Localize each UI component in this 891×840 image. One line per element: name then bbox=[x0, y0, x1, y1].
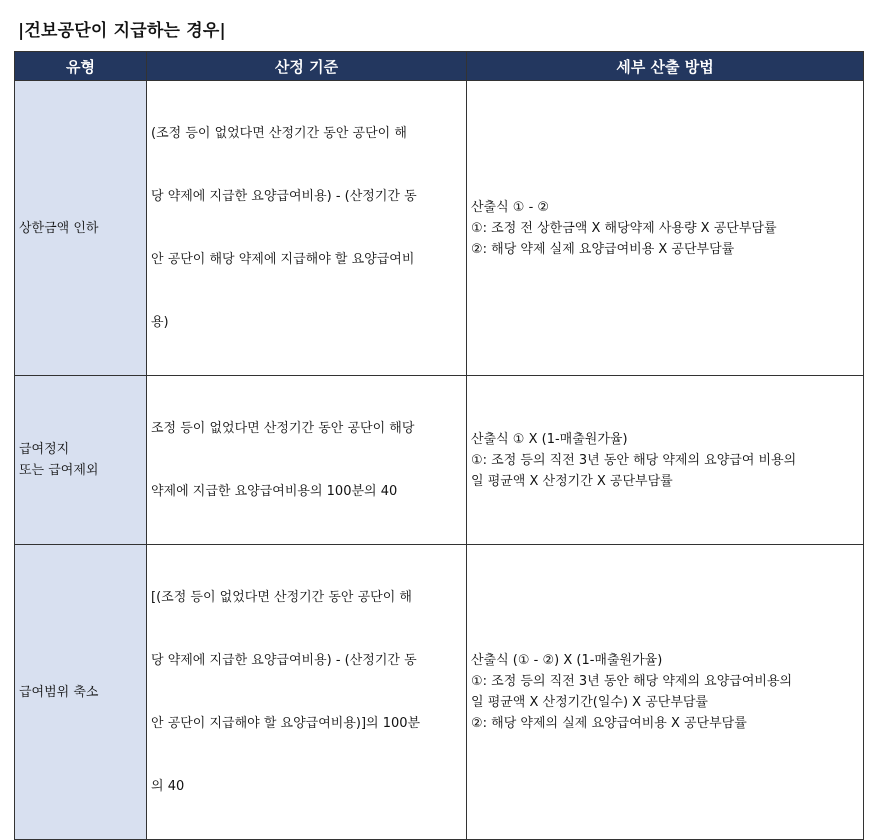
standard-line: 안 공단이 지급해야 할 요양급여비용)]의 100분 bbox=[151, 716, 421, 731]
method-cell bbox=[467, 81, 864, 376]
standard-cell bbox=[147, 81, 467, 376]
page-title: |건보공단이 지급하는 경우| bbox=[18, 21, 226, 41]
column-header-standard: 산정 기준 bbox=[147, 52, 467, 81]
standard-line: (조정 등이 없었다면 산정기간 동안 공단이 해 bbox=[151, 126, 407, 141]
type-cell bbox=[15, 545, 147, 840]
standard-line: 의 40 bbox=[151, 779, 185, 794]
method-line: ②: 해당 약제 실제 요양급여비용 X 공단부담률 bbox=[471, 241, 735, 257]
method-line: 산출식 (① - ②) X (1-매출원가율) bbox=[471, 653, 663, 668]
standard-line: 안 공단이 해당 약제에 지급해야 할 요양급여비 bbox=[151, 252, 415, 267]
standard-line: 용) bbox=[151, 315, 169, 330]
type-line: 급여정지 bbox=[19, 442, 70, 457]
standard-line: 당 약제에 지급한 요양급여비용) - (산정기간 동 bbox=[151, 189, 417, 204]
method-line: ①: 조정 전 상한금액 X 해당약제 사용량 X 공단부담률 bbox=[471, 220, 777, 236]
table-row bbox=[15, 545, 864, 840]
method-line: ①: 조정 등의 직전 3년 동안 해당 약제의 요양급여 비용의 bbox=[471, 452, 797, 468]
method-line: 일 평균액 X 산정기간 X 공단부담률 bbox=[471, 473, 673, 489]
table-row bbox=[15, 376, 864, 545]
method-line: ①: 조정 등의 직전 3년 동안 해당 약제의 요양급여비용의 bbox=[471, 674, 793, 689]
type-line: 또는 급여제외 bbox=[19, 463, 99, 478]
standard-line: 조정 등이 없었다면 산정기간 동안 공단이 해당 bbox=[151, 421, 415, 436]
standard-line: 당 약제에 지급한 요양급여비용) - (산정기간 동 bbox=[151, 653, 417, 668]
standard-cell bbox=[147, 545, 467, 840]
standard-cell bbox=[147, 376, 467, 545]
type-cell bbox=[15, 376, 147, 545]
method-line: 산출식 ① X (1-매출원가율) bbox=[471, 431, 628, 447]
column-header-type: 유형 bbox=[15, 52, 147, 81]
table-header-row bbox=[15, 52, 864, 81]
table-row bbox=[15, 81, 864, 376]
type-line: 상한금액 인하 bbox=[19, 220, 99, 236]
method-line: 산출식 ① - ② bbox=[471, 199, 550, 215]
standard-line: [(조정 등이 없었다면 산정기간 동안 공단이 해 bbox=[151, 590, 412, 605]
type-line: 급여범위 축소 bbox=[19, 684, 99, 700]
column-header-method: 세부 산출 방법 bbox=[467, 52, 864, 81]
method-line: ②: 해당 약제의 실제 요양급여비용 X 공단부담률 bbox=[471, 716, 747, 731]
type-cell bbox=[15, 81, 147, 376]
method-line: 일 평균액 X 산정기간(일수) X 공단부담률 bbox=[471, 695, 708, 710]
method-cell bbox=[467, 376, 864, 545]
payment-table bbox=[14, 51, 864, 840]
method-cell bbox=[467, 545, 864, 840]
standard-line: 약제에 지급한 요양급여비용의 100분의 40 bbox=[151, 484, 398, 499]
